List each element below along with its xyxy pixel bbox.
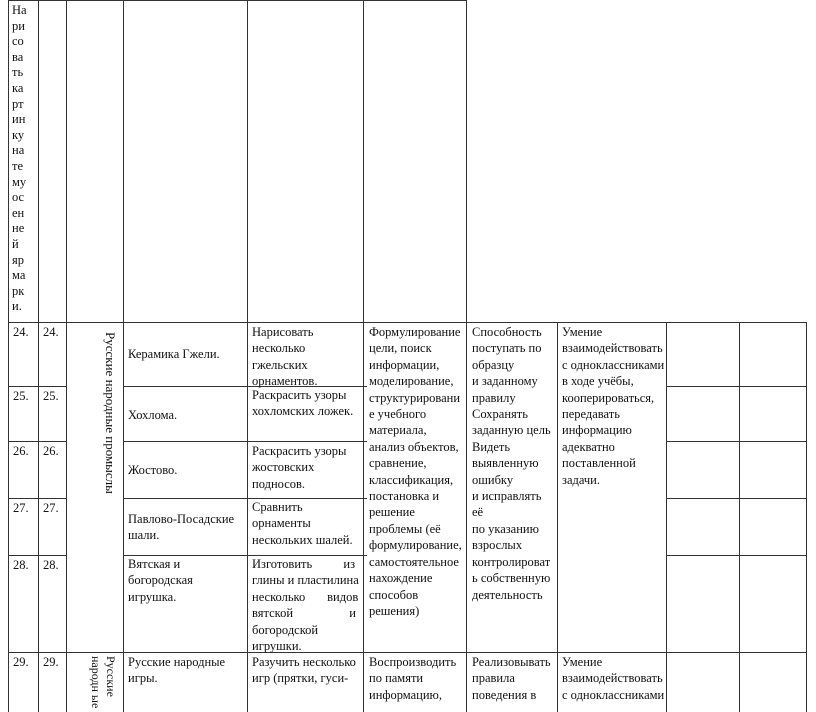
row-25-num-a: 25. <box>13 389 29 403</box>
row-26-topic: Жостово. <box>128 463 178 477</box>
row-28-topic: Вятская и богородская игрушка. <box>128 557 193 604</box>
section-title-crafts: Русские народные промыслы <box>103 332 118 494</box>
row-29-cognitive: Воспроизводить по памяти информацию, <box>369 655 457 702</box>
row-29-num-b: 29. <box>43 655 59 669</box>
row-28-num-a: 28. <box>13 558 29 572</box>
section-title-games: Русские народн ые <box>89 656 118 709</box>
row-26-task: Раскрасить узоры жостовских подносов. <box>252 444 347 491</box>
row-24-num-b: 24. <box>43 325 59 339</box>
row-27-topic: Павлово-Посадские шали. <box>128 512 235 543</box>
row-24-num-a: 24. <box>13 325 29 339</box>
row-29-num-a: 29. <box>13 655 29 669</box>
row-27-task: Сравнить орнаменты нескольких шалей. <box>252 500 353 547</box>
row-26-num-b: 26. <box>43 444 59 458</box>
row-26-num-a: 26. <box>13 444 29 458</box>
row-29-communicative: Умение взаимодействовать с одноклассниками <box>562 655 665 702</box>
row-25-task: Раскрасить узоры хохломских ложек. <box>252 388 354 419</box>
row-28-num-b: 28. <box>43 558 59 572</box>
row-25-topic: Хохлома. <box>128 408 178 422</box>
row-29-topic: Русские народные игры. <box>128 655 226 686</box>
row-28-task: Изготовить из глины и пластилина несколько видов вятской и богородской игрушки. <box>252 557 359 654</box>
top-cell-text: На ри со ва ть ка рт ин ку на те му ос ен не й яр ма рк и. <box>12 3 27 314</box>
row-27-num-b: 27. <box>43 501 59 515</box>
row-27-num-a: 27. <box>13 501 29 515</box>
communicative-ud-text: Умение взаимодействовать с одноклассниками в ходе учёбы, кооперироваться, передавать информацию адекватно поставленной задачи. <box>562 325 665 487</box>
row-24-task: Нарисовать несколько гжельских орнаментов. <box>252 325 318 389</box>
row-25-num-b: 25. <box>43 389 59 403</box>
row-24-topic: Керамика Гжели. <box>128 347 220 361</box>
row-29-regulatory: Реализовывать правила поведения в <box>472 655 551 702</box>
row-29-task: Разучить несколько игр (прятки, гуси- <box>252 655 356 686</box>
cognitive-ud-text: Формулирование цели, поиск информации, моделирование, структурировани е учебного материала, анализ объектов, сравнение, классификация, постановка и решение проблемы (её формулирование, самостоятельное нахождение способов решения) <box>369 325 462 618</box>
regulatory-ud-text: Способность поступать по образцу и заданному правилу Сохранять заданную цель Видеть выявленную ошибку и исправлять её по указанию взрослых контролироват ь собственную деятельность <box>472 325 551 602</box>
